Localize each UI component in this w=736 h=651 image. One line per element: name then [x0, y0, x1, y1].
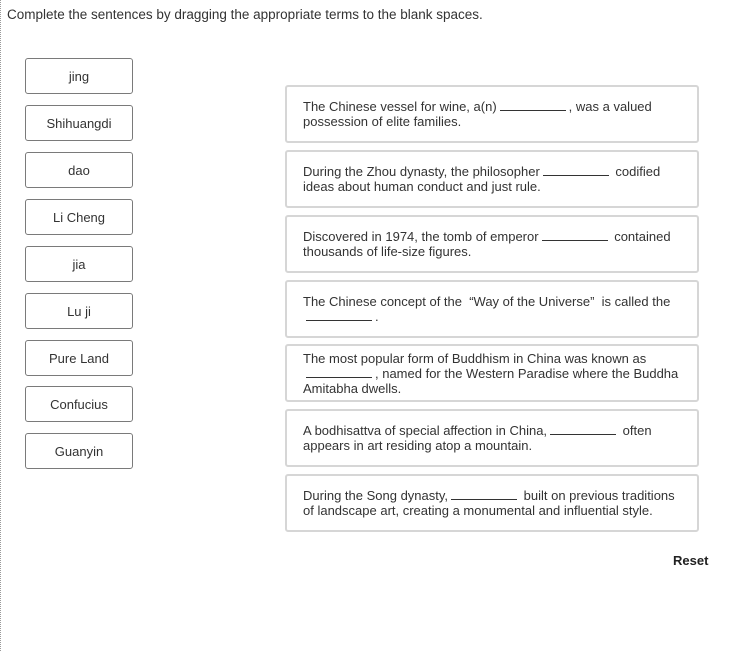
- drop-blank[interactable]: [306, 366, 372, 378]
- sentence-before: During the Zhou dynasty, the philosopher: [303, 164, 540, 179]
- sentence-after: often appears in art residing atop a mountain.: [303, 423, 656, 453]
- sentence-text: [303, 294, 681, 324]
- sentence-after: contained thousands of life-size figures.: [303, 229, 675, 259]
- sentence-before: The Chinese concept of the “Way of the Universe” is called the: [303, 294, 671, 309]
- sentence-text: [303, 488, 681, 518]
- term-tile-dao[interactable]: dao: [25, 152, 133, 188]
- sentence-box-6: [285, 409, 699, 467]
- sentence-after: , was a valued possession of elite families.: [303, 99, 656, 129]
- sentence-after: codified ideas about human conduct and just rule.: [303, 164, 664, 194]
- term-tile-shihuangdi[interactable]: Shihuangdi: [25, 105, 133, 141]
- term-tile-jing[interactable]: jing: [25, 58, 133, 94]
- sentence-text: [303, 99, 681, 129]
- instructions-text: Complete the sentences by dragging the appropriate terms to the blank spaces.: [7, 7, 483, 22]
- drop-blank[interactable]: [306, 309, 372, 321]
- sentence-after: built on previous traditions of landscape art, creating a monumental and influential style.: [303, 488, 679, 518]
- sentence-before: During the Song dynasty,: [303, 488, 449, 503]
- sentence-before: The Chinese vessel for wine, a(n): [303, 99, 497, 114]
- sentence-text: [303, 164, 681, 194]
- sentence-before: Discovered in 1974, the tomb of emperor: [303, 229, 539, 244]
- sentence-box-1: [285, 85, 699, 143]
- term-tile-pure-land[interactable]: Pure Land: [25, 340, 133, 376]
- drop-blank[interactable]: [550, 423, 616, 435]
- term-tile-confucius[interactable]: Confucius: [25, 386, 133, 422]
- sentence-after: , named for the Western Paradise where the Buddha Amitabha dwells.: [303, 365, 682, 396]
- drop-blank[interactable]: [451, 488, 517, 500]
- sentence-box-2: [285, 150, 699, 208]
- sentence-text: [303, 351, 681, 396]
- drop-blank[interactable]: [543, 164, 609, 176]
- drop-blank[interactable]: [542, 229, 608, 241]
- sentence-box-7: [285, 474, 699, 532]
- term-tile-jia[interactable]: jia: [25, 246, 133, 282]
- sentence-before: A bodhisattva of special affection in China,: [303, 423, 548, 438]
- reset-button[interactable]: Reset: [673, 553, 709, 568]
- term-tile-guanyin[interactable]: Guanyin: [25, 433, 133, 469]
- sentence-text: [303, 229, 681, 259]
- sentence-text: [303, 423, 681, 453]
- drop-blank[interactable]: [500, 99, 566, 111]
- term-tile-lu-ji[interactable]: Lu ji: [25, 293, 133, 329]
- sentence-box-3: [285, 215, 699, 273]
- sentence-before: The most popular form of Buddhism in China was known as: [303, 350, 647, 366]
- sentence-box-5: [285, 344, 699, 402]
- term-tile-li-cheng[interactable]: Li Cheng: [25, 199, 133, 235]
- sentence-box-4: [285, 280, 699, 338]
- sentence-after: .: [375, 309, 379, 324]
